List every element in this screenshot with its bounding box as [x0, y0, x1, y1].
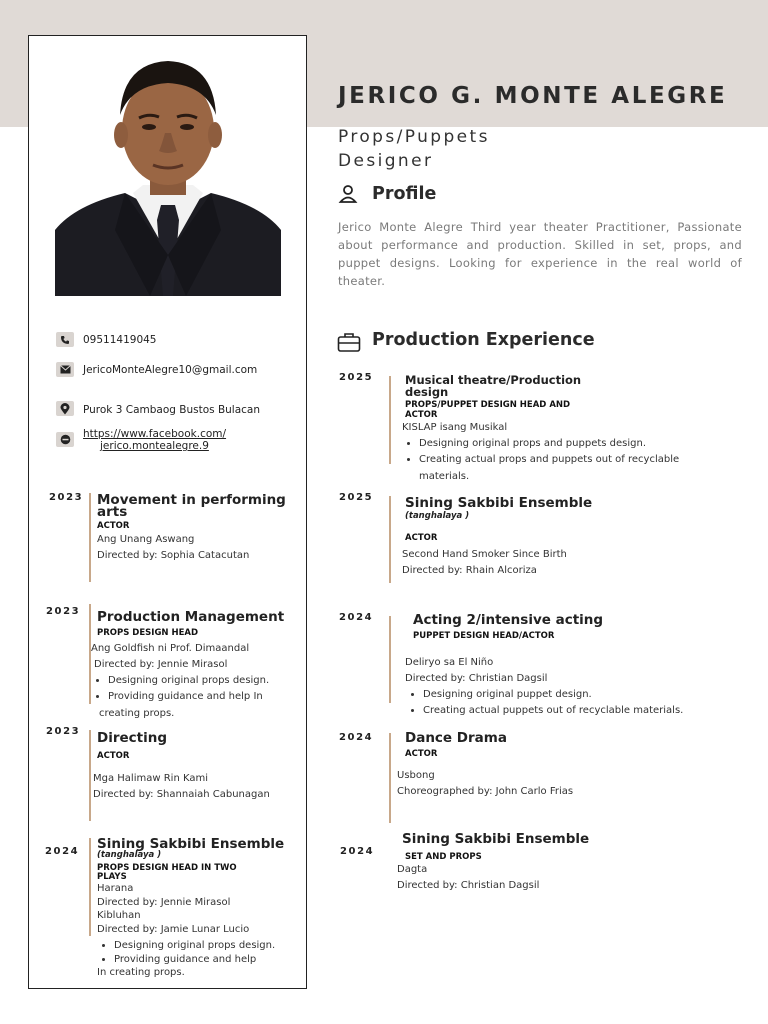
entry-title: Sining Sakbibi Ensemble — [97, 836, 285, 852]
entry-role: ACTOR — [405, 749, 438, 759]
entry-line: Deliryo sa El Niño — [405, 657, 494, 668]
entry-title-line-2: arts — [97, 504, 128, 520]
bullet-item: • Designing original props design. — [114, 939, 297, 953]
profile-summary: Jerico Monte Alegre Third year theater Practitioner, Passionate about performance and production. Skilled in set, props, and puppet designs. Looking for experience in the real world of theater. — [338, 220, 742, 288]
entry-line: Directed by: Shannaiah Cabunagan — [93, 789, 270, 800]
entry-line: KISLAP isang Musikal — [402, 422, 508, 433]
job-title — [338, 125, 490, 173]
experience-entry — [97, 838, 297, 936]
entry-line: Ang Unang Aswang — [97, 534, 195, 545]
briefcase-icon — [337, 331, 361, 357]
entry-line: Usbong — [397, 770, 435, 781]
profile-photo — [55, 55, 281, 296]
timeline-line — [89, 493, 91, 582]
location-pin-icon — [56, 401, 74, 416]
entry-subtitle: (tanghalaya ) — [97, 850, 162, 860]
entry-line: Directed by: Jennie Mirasol — [94, 659, 228, 670]
entry-role: PROPS DESIGN HEAD — [97, 628, 199, 638]
entry-title-line-1: Musical theatre/Production — [405, 373, 582, 387]
year-label: 2025 — [339, 372, 374, 383]
year-label: 2023 — [46, 606, 81, 617]
entry-line: Kibluhan — [97, 910, 141, 921]
entry-line: Mga Halimaw Rin Kami — [93, 773, 208, 784]
facebook-link-line-2[interactable]: jerico.montealegre.9 — [100, 440, 209, 452]
timeline-line — [89, 838, 91, 936]
entry-role-line-1: PROPS DESIGN HEAD IN TWO — [97, 863, 237, 873]
bullet-item: • Designing original puppet design. — [423, 687, 741, 703]
entry-line: Directed by: Jennie Mirasol — [97, 896, 231, 908]
email-address[interactable]: JericoMonteAlegre10@gmail.com — [83, 364, 258, 376]
entry-bullets — [86, 673, 296, 705]
entry-role-line-2: ACTOR — [405, 410, 438, 420]
bullet-continuation: creating props. — [99, 708, 175, 719]
phone-number[interactable]: 09511419045 — [83, 334, 157, 346]
entry-title-line-2: design — [405, 385, 449, 399]
globe-icon — [56, 432, 74, 447]
entry-line: Directed by: Sophia Catacutan — [97, 550, 250, 561]
bullet-item: • Providing guidance and help — [114, 953, 297, 967]
timeline-line — [389, 496, 391, 583]
year-label: 2023 — [49, 492, 84, 503]
entry-line: Directed by: Jamie Lunar Lucio — [97, 923, 250, 935]
entry-line: Dagta — [397, 864, 428, 875]
timeline-line — [89, 730, 91, 821]
entry-role: PUPPET DESIGN HEAD/ACTOR — [413, 631, 555, 641]
entry-role: ACTOR — [97, 751, 130, 761]
entry-role-line-1: PROPS/PUPPET DESIGN HEAD AND — [405, 400, 571, 410]
facebook-link-line-1[interactable]: https://www.facebook.com/ — [83, 428, 227, 440]
person-icon — [338, 184, 358, 208]
production-heading: Production Experience — [372, 330, 595, 350]
year-label: 2025 — [339, 492, 374, 503]
entry-bullets — [397, 436, 737, 468]
year-label: 2023 — [46, 726, 81, 737]
bullet-item: • Designing original props design. — [108, 673, 296, 689]
entry-line: Directed by: Rhain Alcoriza — [402, 565, 537, 576]
entry-line: Second Hand Smoker Since Birth — [402, 549, 567, 560]
home-address: Purok 3 Cambaog Bustos Bulacan — [83, 404, 261, 416]
bullet-continuation: In creating props. — [97, 967, 185, 978]
entry-line: Choreographed by: John Carlo Frias — [397, 786, 574, 797]
year-label: 2024 — [340, 846, 375, 857]
bullet-item: • Creating actual props and puppets out of recyclable — [419, 452, 737, 468]
experience-entry — [405, 374, 625, 420]
candidate-name: JERICO G. MONTE ALEGRE — [338, 83, 728, 109]
entry-title-line-1: Movement in performing — [97, 492, 286, 508]
entry-title: Acting 2/intensive acting — [413, 612, 604, 628]
entry-line: Harana — [97, 883, 134, 894]
entry-line: Directed by: Christian Dagsil — [397, 880, 540, 891]
profile-heading: Profile — [372, 184, 437, 204]
phone-icon — [56, 332, 74, 347]
year-label: 2024 — [45, 846, 80, 857]
entry-subtitle: (tanghalaya ) — [405, 511, 470, 521]
entry-title: Production Management — [97, 609, 285, 625]
job-title-line-2: Designer — [338, 151, 434, 171]
mail-icon — [56, 362, 74, 377]
entry-title: Dance Drama — [405, 730, 507, 746]
entry-role-line-2: PLAYS — [97, 872, 127, 882]
experience-entry — [97, 494, 297, 564]
entry-title: Sining Sakbibi Ensemble — [402, 831, 590, 847]
job-title-line-1: Props/Puppets — [338, 127, 490, 147]
entry-role: SET AND PROPS — [405, 852, 482, 862]
entry-line: Directed by: Christian Dagsil — [405, 673, 548, 684]
bullet-item: • Designing original props and puppets design. — [419, 436, 737, 452]
bullet-continuation: materials. — [419, 471, 470, 482]
timeline-line — [389, 733, 391, 823]
entry-line: Ang Goldfish ni Prof. Dimaandal — [91, 643, 250, 654]
entry-title: Directing — [97, 730, 168, 746]
facebook-link[interactable] — [83, 428, 226, 452]
bullet-item: • Providing guidance and help In — [108, 689, 296, 705]
entry-role: ACTOR — [405, 533, 438, 543]
year-label: 2024 — [339, 612, 374, 623]
entry-title: Sining Sakbibi Ensemble — [405, 495, 593, 511]
bullet-item: • Creating actual puppets out of recyclable materials. — [423, 703, 741, 719]
year-label: 2024 — [339, 732, 374, 743]
timeline-line — [389, 376, 391, 464]
entry-bullets — [401, 687, 741, 719]
entry-bullets — [92, 939, 297, 967]
timeline-line — [389, 616, 391, 703]
entry-role: ACTOR — [97, 521, 130, 531]
